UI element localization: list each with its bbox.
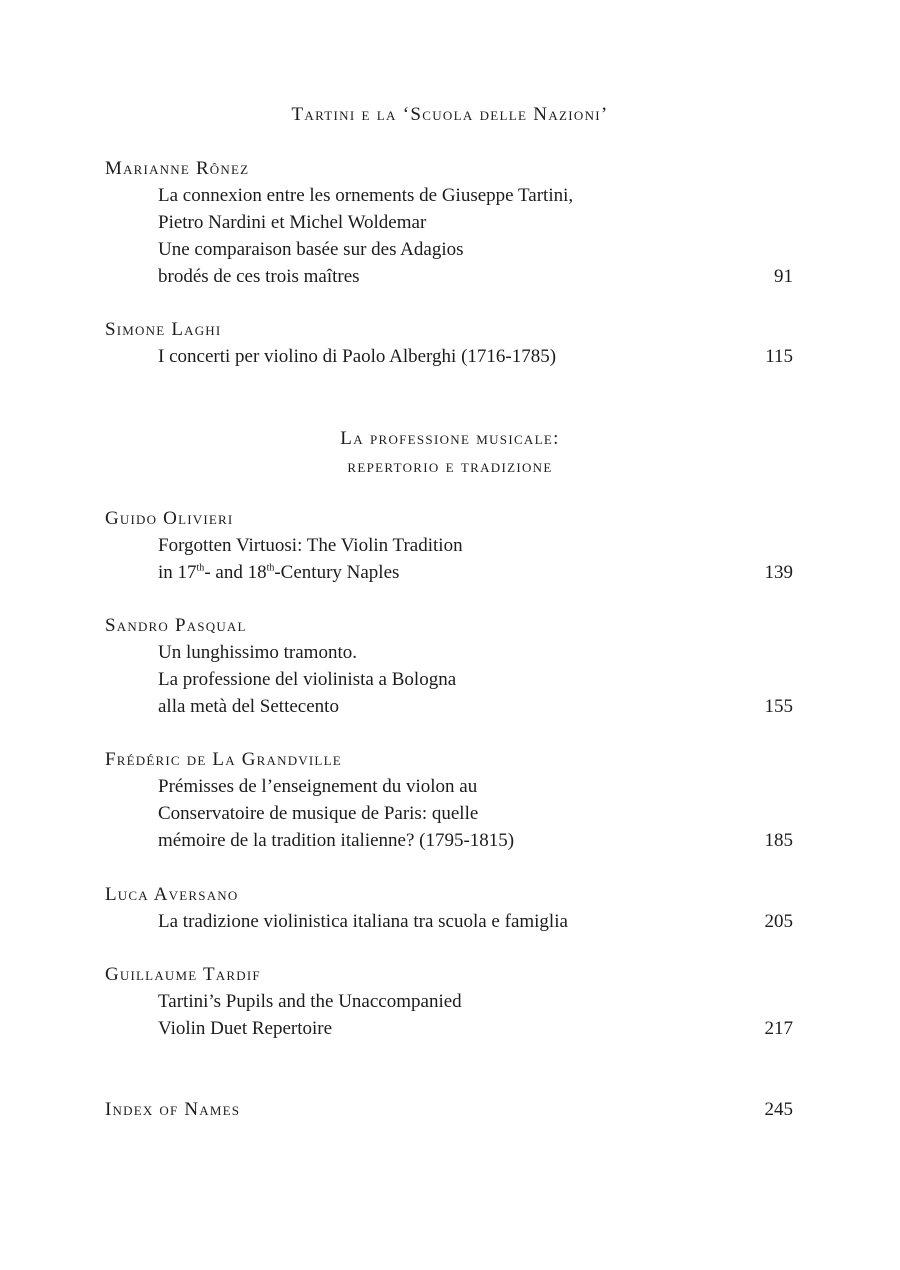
entry-page-number[interactable]: 91 bbox=[774, 266, 793, 287]
entry-author: Frédéric de La Grandville bbox=[105, 749, 342, 770]
entry-title-line: mémoire de la tradition italienne? (1795-1815) bbox=[158, 830, 515, 851]
section-title-line: La professione musicale: bbox=[340, 428, 560, 449]
entry-author: Guido Olivieri bbox=[105, 508, 234, 529]
entry-title-line: Un lunghissimo tramonto. bbox=[158, 642, 357, 663]
entry-page-number[interactable]: 205 bbox=[764, 911, 793, 932]
entry-title-line: brodés de ces trois maîtres bbox=[158, 266, 360, 287]
entry-title-line: alla metà del Settecento bbox=[158, 696, 339, 717]
entry-title-line: La professione del violinista a Bologna bbox=[158, 669, 457, 690]
section-title-line: repertorio e tradizione bbox=[347, 456, 553, 477]
entry-page-number[interactable]: 185 bbox=[764, 830, 793, 851]
entry-title-line: Pietro Nardini et Michel Woldemar bbox=[158, 212, 427, 233]
entry-title-line: La connexion entre les ornements de Giuseppe Tartini, bbox=[158, 185, 574, 206]
entry-title-line: Tartini’s Pupils and the Unaccompanied bbox=[158, 991, 462, 1012]
entry-title-line: Une comparaison basée sur des Adagios bbox=[158, 239, 464, 260]
index-of-names-label: Index of Names bbox=[105, 1099, 241, 1120]
section-title: Tartini e la ‘Scuola delle Nazioni’ bbox=[291, 104, 609, 125]
entry-title-line bbox=[158, 560, 399, 586]
entry-author: Simone Laghi bbox=[105, 319, 222, 340]
index-page-number[interactable]: 245 bbox=[764, 1099, 793, 1120]
entry-title-line: Violin Duet Repertoire bbox=[158, 1018, 333, 1039]
entry-page-number[interactable]: 217 bbox=[764, 1018, 793, 1039]
title-text: - and 18 bbox=[204, 562, 267, 583]
entry-author: Marianne Rônez bbox=[105, 158, 250, 179]
entry-title-line: I concerti per violino di Paolo Alberghi (1716-1785) bbox=[158, 346, 557, 367]
entry-page-number[interactable]: 155 bbox=[764, 696, 793, 717]
entry-page-number[interactable]: 115 bbox=[765, 346, 793, 367]
title-text: -Century Naples bbox=[274, 562, 400, 583]
entry-title-line: Conservatoire de musique de Paris: quelle bbox=[158, 803, 479, 824]
entry-title-line: La tradizione violinistica italiana tra scuola e famiglia bbox=[158, 911, 568, 932]
title-text: in 17 bbox=[158, 562, 197, 583]
entry-page-number[interactable]: 139 bbox=[764, 562, 793, 583]
entry-title-line: Forgotten Virtuosi: The Violin Tradition bbox=[158, 535, 463, 556]
entry-author: Sandro Pasqual bbox=[105, 615, 247, 636]
entry-author: Luca Aversano bbox=[105, 884, 239, 905]
entry-title-line: Prémisses de l’enseignement du violon au bbox=[158, 776, 478, 797]
ordinal-superscript: th bbox=[266, 562, 275, 574]
entry-author: Guillaume Tardif bbox=[105, 964, 261, 985]
ordinal-superscript: th bbox=[196, 562, 205, 574]
